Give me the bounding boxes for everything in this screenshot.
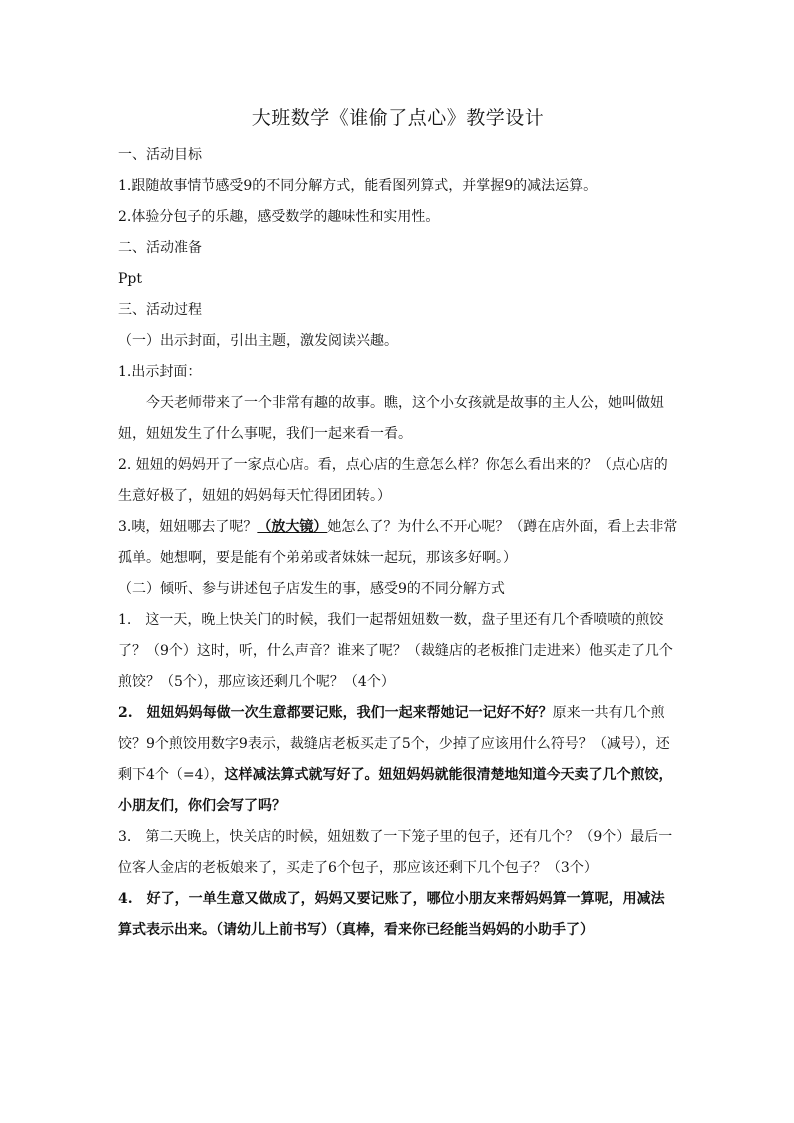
part2-step4: 4. 好了，一单生意又做成了，妈妈又要记账了，哪位小朋友来帮妈妈算一算呢，用减法算式表示出来。（请幼儿上前书写）（真棒，看来你已经能当妈妈的小助手了）: [118, 891, 665, 938]
part2-step2-normal: 原来一共有几个煎饺？9个煎饺用数字9表示，裁缝店老板买走了5个，少掉了应该用什么符号？（减号），还剩下4个（=4），: [118, 705, 670, 783]
part2-step1: 1. 这一天，晚上快关门的时候，我们一起帮妞妞数一数，盘子里还有几个香喷喷的煎饺了？（9个）这时，听，什么声音？谁来了呢？（裁缝店的老板推门走进来）他买走了几个煎饺？（5个），那应该还剩几个呢？（4个）: [118, 612, 673, 690]
prep-item: Ppt: [118, 271, 143, 287]
document-page: [118, 100, 678, 946]
part1-step1-text: 今天老师带来了一个非常有趣的故事。瞧，这个小女孩就是故事的主人公，她叫做妞妞，妞妞发生了什么事呢，我们一起来看一看。: [118, 395, 664, 442]
prep-heading: 二、活动准备: [118, 240, 202, 256]
part1-step3-rest: 她怎么了？为什么不开心呢？（蹲在店外面，看上去非常孤单。她想啊，要是能有个弟弟或者妹妹一起玩，那该多好啊。）: [118, 519, 678, 566]
goal-item-2: 2.体验分包子的乐趣，感受数学的趣味性和实用性。: [118, 209, 440, 225]
part1-step2: 2. 妞妞的妈妈开了一家点心店。看，点心店的生意怎么样？你怎么看出来的？（点心店的生意好极了，妞妞的妈妈每天忙得团团转。）: [118, 457, 668, 504]
goal-heading: 一、活动目标: [118, 147, 202, 163]
part1-step1-label: 1.出示封面：: [118, 364, 202, 380]
part2-heading: （二）倾听、参与讲述包子店发生的事，感受9的不同分解方式: [118, 581, 505, 597]
goal-item-1: 1.跟随故事情节感受9的不同分解方式，能看图列算式，并掌握9的减法运算。: [118, 178, 598, 194]
part1-heading: （一）出示封面，引出主题，激发阅读兴趣。: [118, 333, 398, 349]
process-heading: 三、活动过程: [118, 302, 202, 318]
part2-step3: 3. 第二天晚上，快关店的时候，妞妞数了一下笼子里的包子，还有几个？（9个）最后一位客人金店的老板娘来了，买走了6个包子，那应该还剩下几个包子？（3个）: [118, 829, 673, 876]
document-title: 大班数学《谁偷了点心》教学设计: [251, 107, 545, 129]
part2-step2-bold-end: 这样减法算式就写好了。妞妞妈妈就能很清楚地知道今天卖了几个煎饺，小朋友们，你们会写了吗？: [118, 767, 673, 814]
part2-step2: [118, 698, 678, 822]
part1-step3-start: 3.咦，妞妞哪去了呢？: [118, 519, 258, 535]
part1-step3: [118, 512, 678, 574]
part2-step2-bold-start: 2. 妞妞妈妈每做一次生意都要记账，我们一起来帮她记一记好不好？: [118, 705, 553, 721]
magnifier-note: （放大镜）: [257, 519, 328, 535]
